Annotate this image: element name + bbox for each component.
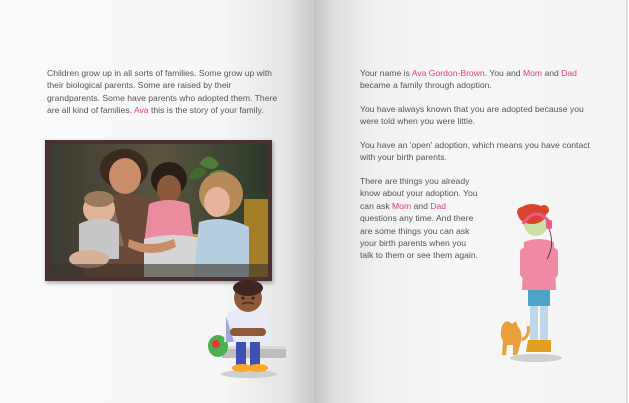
child-full-name: Ava Gordon-Brown	[411, 68, 485, 78]
text-span: questions any time. And there are some things you can ask your birth parents when you talk to them or see them again.	[360, 213, 478, 261]
intro-paragraph	[47, 67, 283, 117]
name-paragraph	[360, 67, 590, 92]
dad-highlight: Dad	[561, 68, 577, 78]
girl-with-headphones-and-cat-illustration	[496, 204, 568, 364]
dad-highlight: Dad	[430, 200, 447, 211]
family-photo	[45, 140, 272, 281]
open-adoption-paragraph: You have an 'open' adoption, which means you have contact with your birth parents.	[360, 140, 590, 163]
family-photo-icon	[49, 144, 268, 277]
questions-paragraph	[360, 175, 480, 262]
text-span: Your name is	[360, 68, 412, 78]
intro-text: Children grow up in all sorts of families. Some grow up with their biological parents. Some are raised by their grandparents. Some have parents who adopted them. There are all kind of families.	[47, 68, 278, 116]
mom-highlight: Mom	[522, 68, 543, 78]
known-adopted-paragraph: You have always known that you are adopted because you were told when you were little.	[360, 104, 584, 127]
sad-boy-sitting-illustration	[204, 270, 290, 380]
text-span: became a family through adoption.	[360, 80, 492, 91]
intro-text-end: this is the story of your family.	[148, 105, 264, 116]
text-span: There are things you already know about your adoption. You can ask	[360, 176, 478, 211]
left-page	[0, 0, 314, 403]
text-span: and	[542, 68, 562, 78]
text-span: and	[411, 200, 431, 211]
mom-highlight: Mom	[392, 200, 412, 211]
child-name: Ava	[133, 105, 149, 116]
text-span: . You and	[484, 68, 523, 78]
